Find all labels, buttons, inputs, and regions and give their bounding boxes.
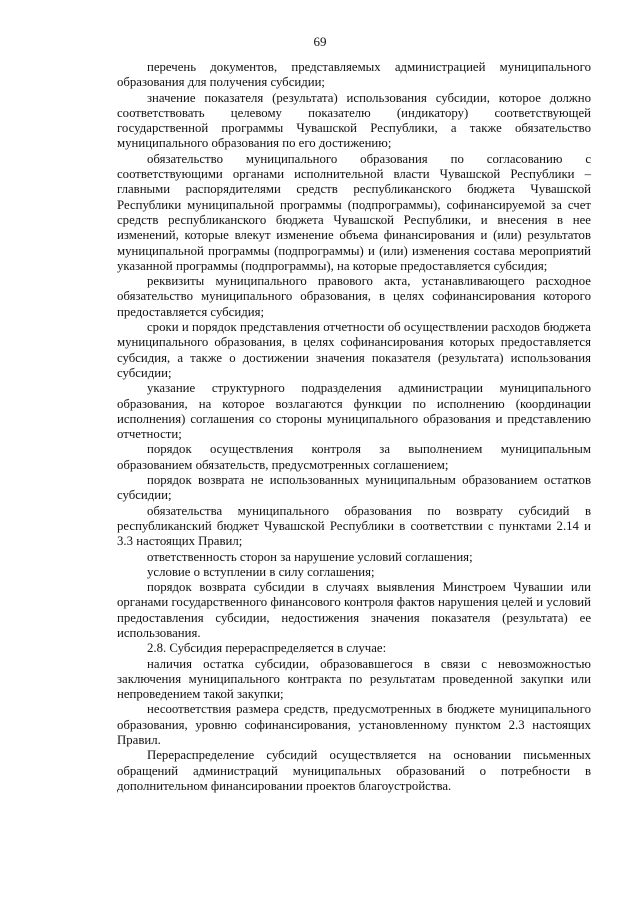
paragraph: обязательство муниципального образования по согласованию с соответствующими органами исполнительной власти Чувашской Республики – главными распорядителями средств республиканского бюджета Чувашской Республики муниципальной программы (подпрограммы), софинансируемой за счет средств республиканского бюджета Чувашской Республики, и внесения в нее изменений, которые влекут изменение объема финансирования и (или) результатов муниципальной программы (подпрограммы) и (или) изменения состава мероприятий указанной программы (подпрограммы), на которые предоставляется субсидия; bbox=[117, 151, 591, 273]
paragraph: значение показателя (результата) использования субсидии, которое должно соответствовать целевому показателю (индикатору) соответствующей государственной программы Чувашской Республики, а также обязательство муниципального образования по его достижению; bbox=[117, 90, 591, 151]
paragraph: Перераспределение субсидий осуществляется на основании письменных обращений администраций муниципальных образований о потребности в дополнительном финансировании проектов благоустройства. bbox=[117, 748, 591, 793]
paragraph: условие о вступлении в силу соглашения; bbox=[147, 564, 375, 579]
paragraph: сроки и порядок представления отчетности об осуществлении расходов бюджета муниципального образования, в целях софинансирования которых предоставляется субсидия, а также о достижении значения показателя (результата) использования субсидии; bbox=[117, 320, 591, 380]
paragraph: порядок осуществления контроля за выполнением муниципальным образованием обязательств, предусмотренных соглашением; bbox=[117, 442, 591, 472]
paragraph: обязательства муниципального образования по возврату субсидий в республиканский бюджет Чувашской Республики в соответствии с пунктами 2.14 и 3.3 настоящих Правил; bbox=[117, 503, 591, 549]
document-body bbox=[117, 60, 591, 794]
paragraph: несоответствия размера средств, предусмотренных в бюджете муниципального образования, уровню софинансирования, установленному пунктом 2.3 настоящих Правил. bbox=[117, 702, 591, 748]
page-number: 69 bbox=[313, 34, 327, 49]
paragraph: указание структурного подразделения администрации муниципального образования, на которое возлагаются функции по исполнению (координации исполнения) соглашения со стороны муниципального образования и представлению отчетности; bbox=[117, 381, 591, 442]
paragraph: ответственность сторон за нарушение условий соглашения; bbox=[147, 549, 473, 564]
paragraph: наличия остатка субсидии, образовавшегося в связи с невозможностью заключения муниципального контракта по результатам проведенной закупки или непроведением такой закупки; bbox=[117, 656, 591, 702]
paragraph: перечень документов, представляемых администрацией муниципального образования для получения субсидии; bbox=[117, 60, 591, 90]
paragraph: реквизиты муниципального правового акта, устанавливающего расходное обязательство муниципального образования, в целях софинансирования которого предоставляется субсидия; bbox=[117, 274, 591, 319]
paragraph: порядок возврата не использованных муниципальным образованием остатков субсидии; bbox=[117, 473, 591, 503]
section-heading-2-8: 2.8. Субсидия перераспределяется в случае: bbox=[147, 641, 387, 656]
paragraph: порядок возврата субсидии в случаях выявления Минстроем Чувашии или органами государственного финансового контроля фактов нарушения целей и условий предоставления субсидии, недостижения значения показателя (результата) ее использования. bbox=[117, 580, 591, 640]
